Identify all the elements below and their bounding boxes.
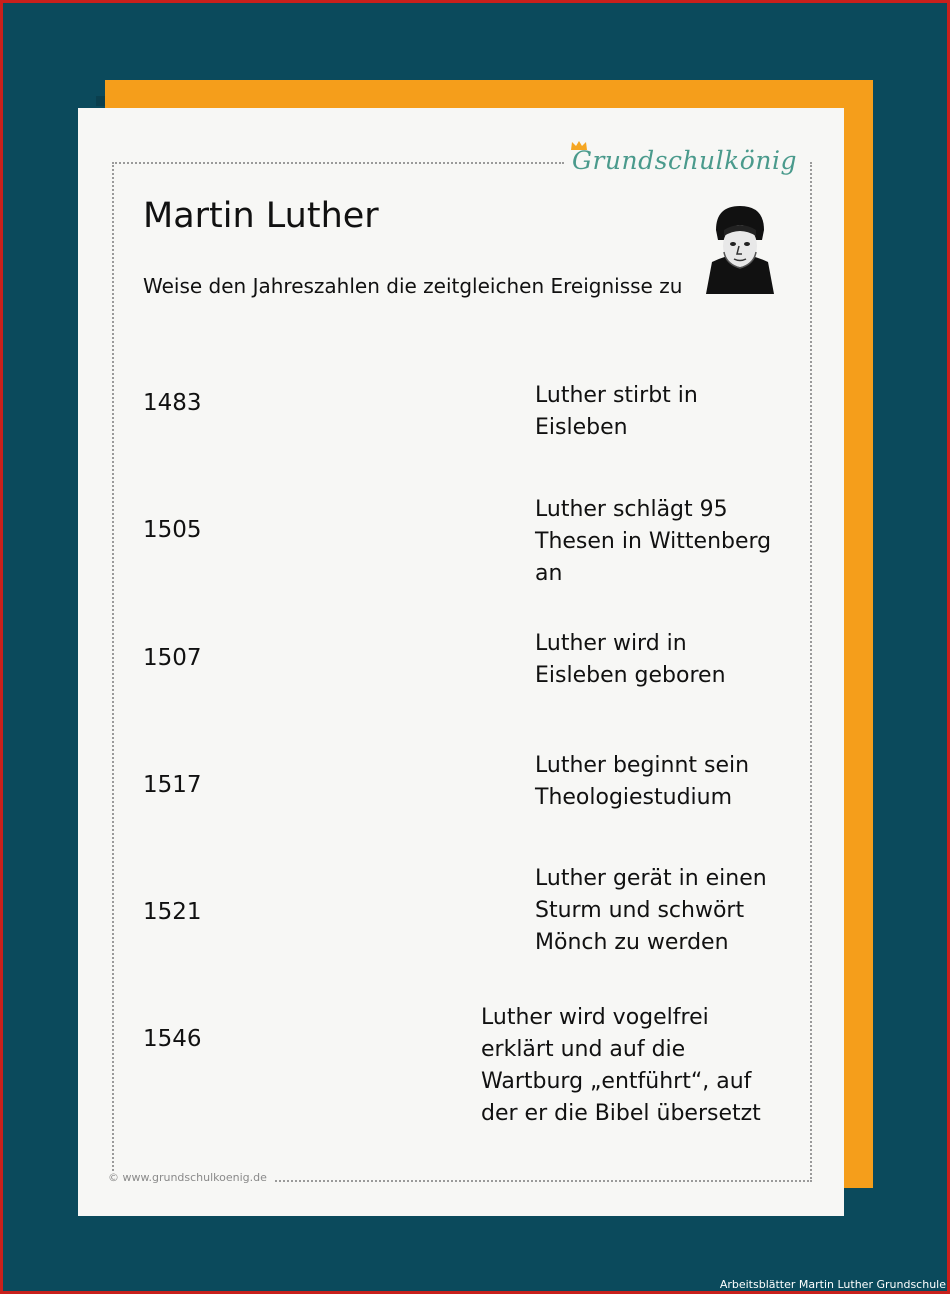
instruction-text: Weise den Jahreszahlen die zeitgleichen Ereignisse zu [143, 274, 683, 298]
event-6-line-3: Wartburg „entführt“, auf [481, 1069, 752, 1094]
brand-logo: Grundschulkönig [572, 146, 797, 175]
event-2-line-2: Thesen in Wittenberg [535, 529, 772, 554]
year-4: 1517 [143, 772, 202, 798]
event-6-line-2: erklärt und auf die [481, 1037, 686, 1062]
event-6 [481, 1002, 801, 1130]
event-1 [535, 380, 825, 444]
year-6: 1546 [143, 1026, 202, 1052]
event-3 [535, 628, 825, 692]
event-1-line-1: Luther stirbt in [535, 383, 698, 408]
event-2 [535, 494, 825, 590]
footer-url: © www.grundschulkoenig.de [108, 1171, 273, 1184]
event-2-line-1: Luther schlägt 95 [535, 497, 728, 522]
event-5-line-2: Sturm und schwört [535, 898, 745, 923]
event-3-line-2: Eisleben geboren [535, 663, 726, 688]
event-4-line-2: Theologiestudium [535, 785, 733, 810]
event-5 [535, 863, 825, 959]
event-1-line-2: Eisleben [535, 415, 628, 440]
year-2: 1505 [143, 517, 202, 543]
event-5-line-1: Luther gerät in einen [535, 866, 767, 891]
event-2-line-3: an [535, 561, 563, 586]
event-6-line-4: der er die Bibel übersetzt [481, 1101, 761, 1126]
event-5-line-3: Mönch zu werden [535, 930, 729, 955]
luther-portrait [702, 200, 778, 294]
page-title: Martin Luther [143, 196, 379, 236]
event-4-line-1: Luther beginnt sein [535, 753, 750, 778]
year-3: 1507 [143, 645, 202, 671]
year-5: 1521 [143, 899, 202, 925]
image-caption: Arbeitsblätter Martin Luther Grundschule [719, 1278, 946, 1291]
event-3-line-1: Luther wird in [535, 631, 687, 656]
year-1: 1483 [143, 390, 202, 416]
event-6-line-1: Luther wird vogelfrei [481, 1005, 709, 1030]
event-4 [535, 750, 825, 814]
top-dotted-line [112, 162, 564, 164]
